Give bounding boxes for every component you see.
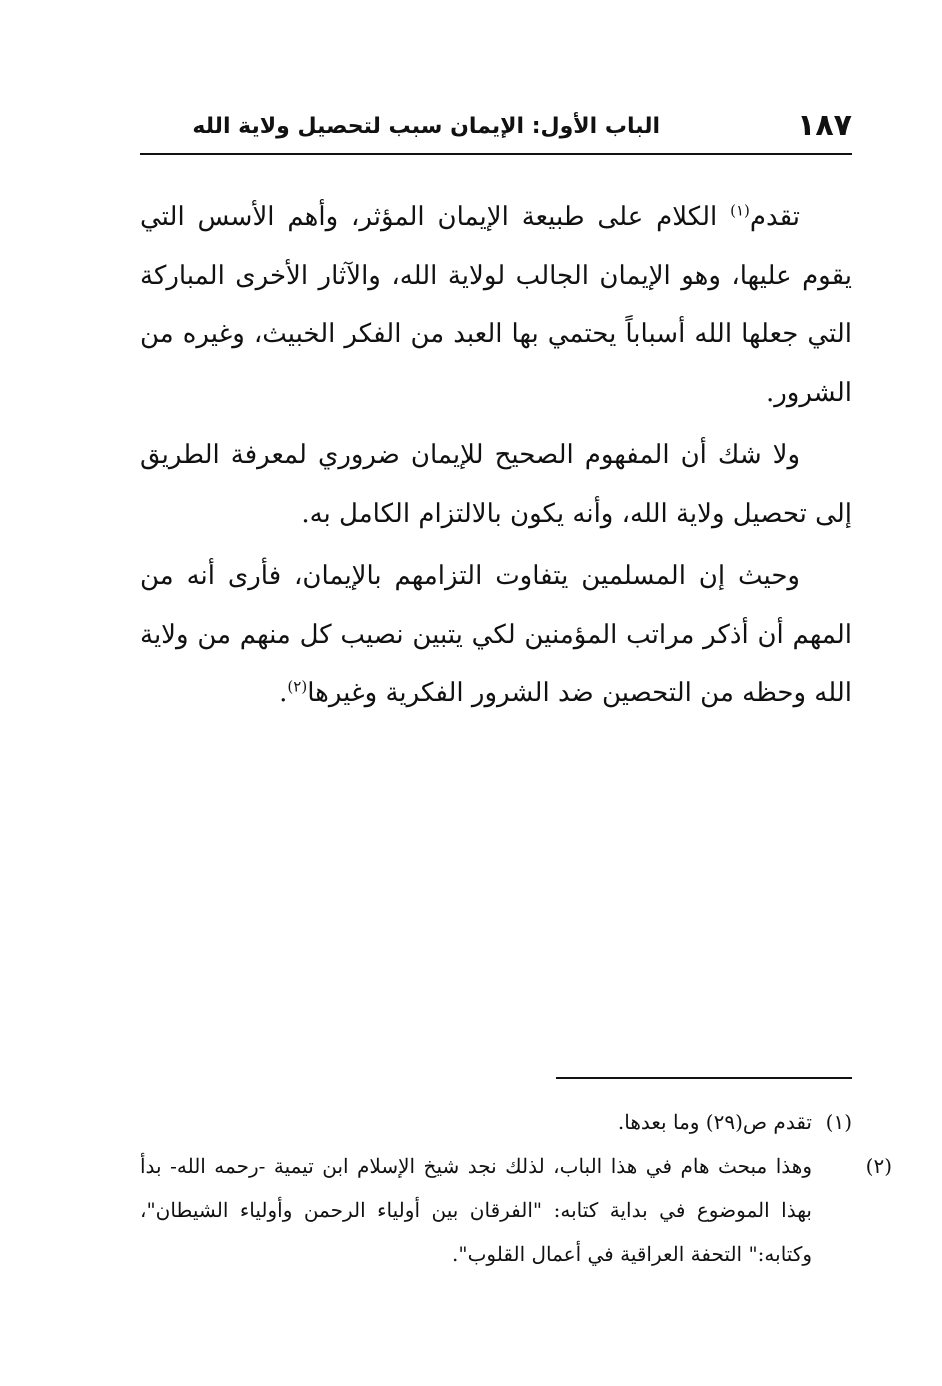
paragraph-text: الكلام على طبيعة الإيمان المؤثر، وأهم الأسس التي يقوم عليها، وهو الإيمان الجالب لولاية الله، والآثار الأخرى المباركة التي جعلها الله أسباباً يحتمي بها العبد من الفكر الخبيث، وغيره من الشرور. xyxy=(140,202,852,408)
footnote-text: تقدم ص(٢٩) وما بعدها. xyxy=(617,1110,812,1134)
main-text xyxy=(140,188,852,723)
paragraph-text: تقدم xyxy=(749,202,800,232)
footnotes xyxy=(140,1100,892,1276)
page-number: ١٨٧ xyxy=(797,108,852,143)
paragraph-3 xyxy=(140,547,852,723)
footnote-1 xyxy=(140,1100,852,1144)
footnote-text: وهذا مبحث هام في هذا الباب، لذلك نجد شيخ الإسلام ابن تيمية -رحمه الله- بدأ بهذا الموضوع في بداية كتابه: "الفرقان بين أولياء الرحمن وأولياء الشيطان"، وكتابه:" التحفة العراقية في أعمال القلوب". xyxy=(140,1154,812,1266)
footnote-2 xyxy=(140,1144,892,1276)
footnote-number: (٢) xyxy=(865,1154,892,1178)
footnote-number: (١) xyxy=(825,1110,852,1134)
paragraph-text: . xyxy=(279,678,288,708)
paragraph-text: وحيث إن المسلمين يتفاوت التزامهم بالإيمان، فأرى أنه من المهم أن أذكر مراتب المؤمنين لكي يتبين نصيب كل منهم من ولاية الله وحظه من التحصين ضد الشرور الفكرية وغيرها xyxy=(140,561,852,708)
header-divider xyxy=(140,153,852,155)
footnote-divider xyxy=(556,1077,852,1079)
running-header xyxy=(140,108,852,152)
chapter-title: الباب الأول: الإيمان سبب لتحصيل ولاية الله xyxy=(192,114,660,139)
footnote-ref-2: (٢) xyxy=(287,677,308,696)
paragraph-2 xyxy=(140,426,852,543)
footnote-ref-1: (١) xyxy=(730,201,750,220)
paragraph-text: ولا شك أن المفهوم الصحيح للإيمان ضروري لمعرفة الطريق إلى تحصيل ولاية الله، وأنه يكون بالالتزام الكامل به. xyxy=(140,440,852,529)
paragraph-1 xyxy=(140,188,852,422)
